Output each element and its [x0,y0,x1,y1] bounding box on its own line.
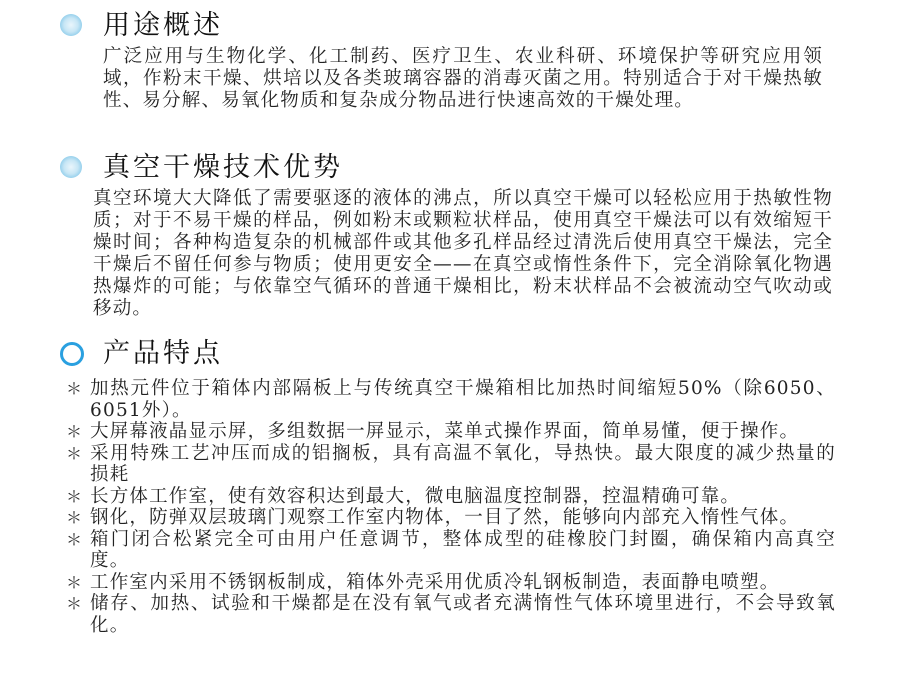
ring-bullet-icon [60,342,84,366]
list-item [66,486,836,508]
asterisk-bullet-icon: ＊ [66,379,84,398]
list-item [66,593,836,636]
section-heading [0,336,900,372]
list-item [66,421,836,443]
circle-bullet-icon [60,156,82,178]
asterisk-bullet-icon: ＊ [66,572,84,592]
list-item [66,443,836,486]
feature-list [66,378,836,636]
feature-text: 储存、加热、试验和干燥都是在没有氧气或者充满惰性气体环境里进行，不会导致氧化。 [90,593,836,636]
feature-text: 加热元件位于箱体内部隔板上与传统真空干燥箱相比加热时间缩短50%（除6050、6051外）。 [90,378,836,421]
section-heading [0,150,900,186]
asterisk-bullet-icon: ＊ [66,486,84,506]
list-item [66,572,836,594]
feature-text: 工作室内采用不锈钢板制成，箱体外壳采用优质冷轧钢板制造，表面静电喷塑。 [90,571,780,593]
section-features [0,336,900,372]
heading-text: 产品特点 [103,338,223,369]
section-advantages [0,150,900,319]
list-item [66,529,836,572]
feature-text: 长方体工作室，使有效容积达到最大，微电脑温度控制器，控温精确可靠。 [90,485,741,507]
heading-text: 用途概述 [103,10,223,41]
feature-text: 采用特殊工艺冲压而成的铝搁板，具有高温不氧化，导热快。最大限度的减少热量的损耗 [90,442,836,485]
list-item [66,507,836,529]
feature-text: 钢化，防弹双层玻璃门观察工作室内物体，一目了然，能够向内部充入惰性气体。 [90,507,800,528]
asterisk-bullet-icon: ＊ [66,508,84,527]
section-heading [0,8,900,44]
asterisk-bullet-icon: ＊ [66,594,84,613]
asterisk-bullet-icon: ＊ [66,422,84,441]
section-body: 广泛应用与生物化学、化工制药、医疗卫生、农业科研、环境保护等研究应用领域，作粉末干燥、烘培以及各类玻璃容器的消毒灭菌之用。特别适合于对干燥热敏性、易分解、易氧化物质和复杂成分物品进行快速高效的干燥处理。 [103,46,823,111]
feature-text: 大屏幕液晶显示屏，多组数据一屏显示，菜单式操作界面，简单易懂，便于操作。 [90,421,800,442]
asterisk-bullet-icon: ＊ [66,443,84,463]
feature-text: 箱门闭合松紧完全可由用户任意调节，整体成型的硅橡胶门封圈，确保箱内高真空度。 [90,528,836,571]
list-item [66,378,836,421]
section-body: 真空环境大大降低了需要驱逐的液体的沸点，所以真空干燥可以轻松应用于热敏性物质；对于不易干燥的样品，例如粉末或颗粒状样品，使用真空干燥法可以有效缩短干燥时间；各种构造复杂的机械部件或其他多孔样品经过清洗后使用真空干燥法，完全干燥后不留任何参与物质；使用更安全——在真空或惰性条件下，完全消除氧化物遇热爆炸的可能；与依靠空气循环的普通干燥相比，粉末状样品不会被流动空气吹动或移动。 [93,188,833,319]
section-usage [0,8,900,111]
heading-text: 真空干燥技术优势 [103,152,343,183]
circle-bullet-icon [60,14,82,36]
asterisk-bullet-icon: ＊ [66,529,84,549]
